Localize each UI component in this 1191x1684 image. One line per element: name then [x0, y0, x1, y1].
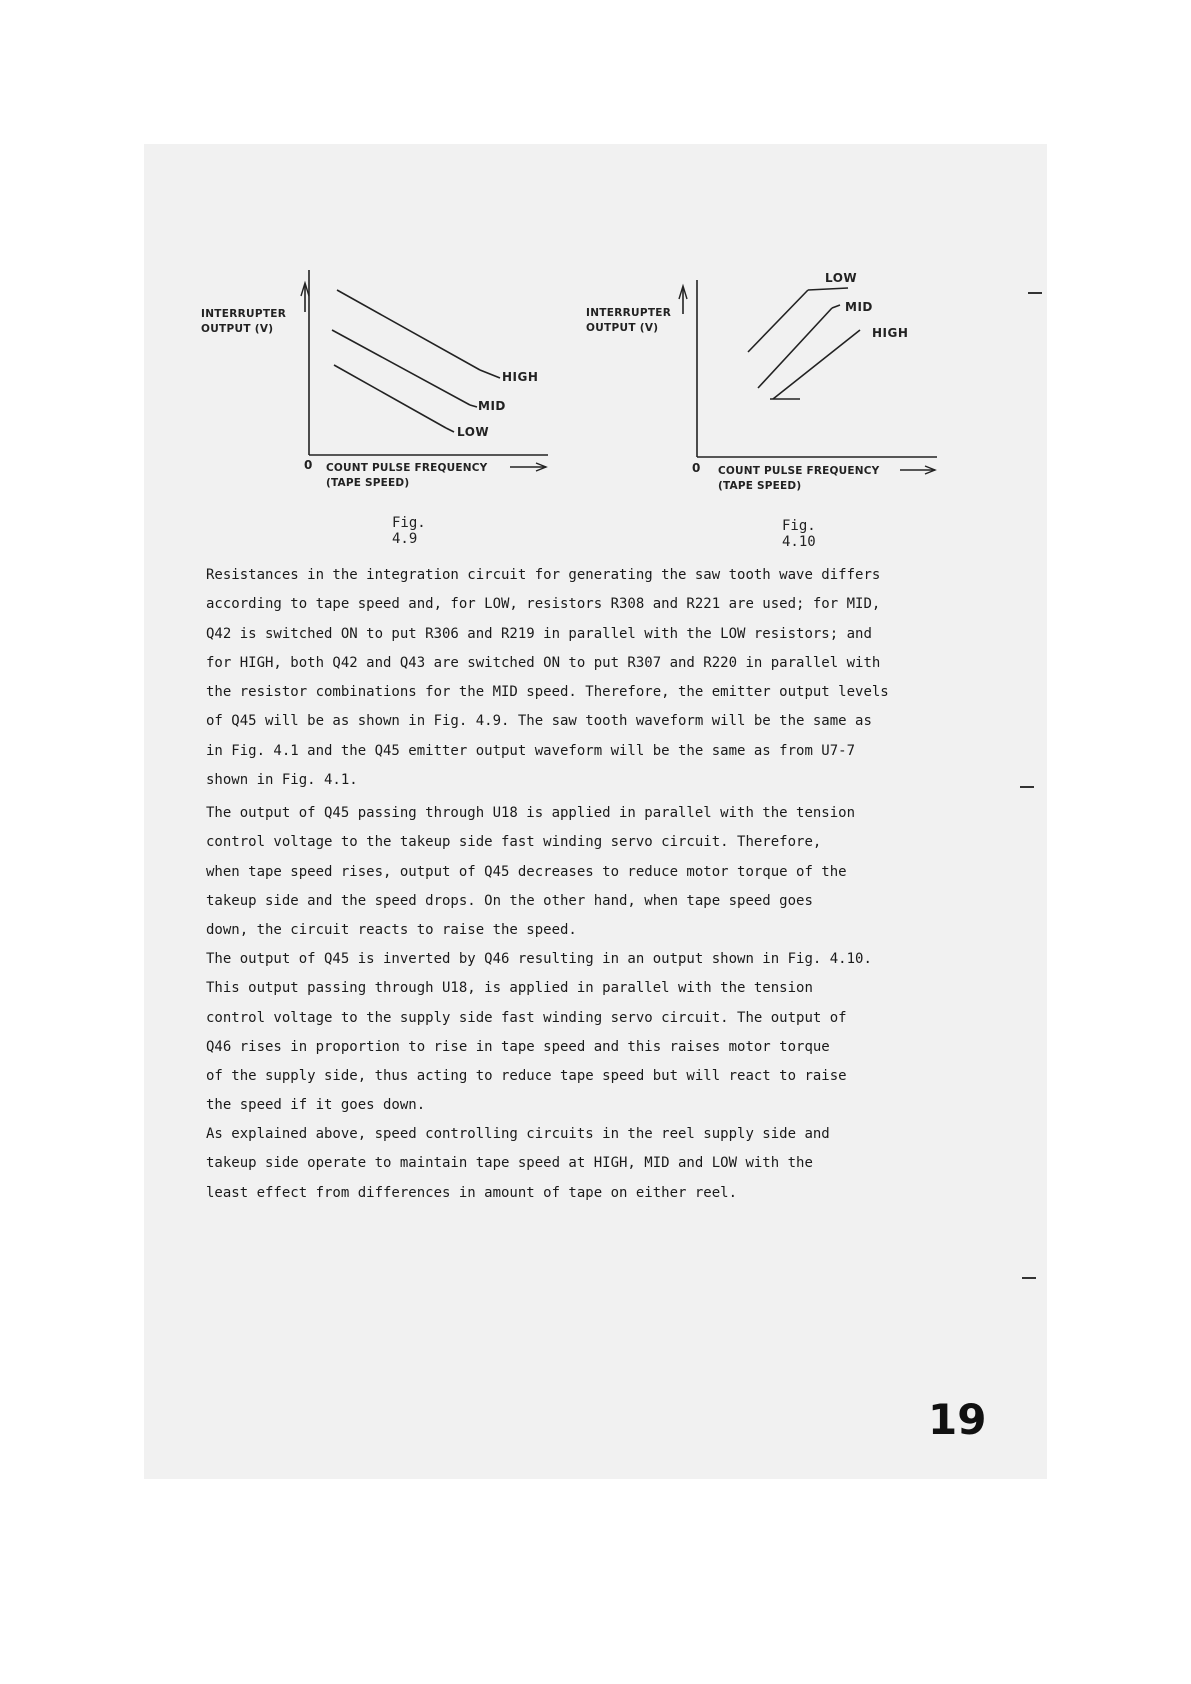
fig2-curve-high [773, 330, 860, 399]
text-line: The output of Q45 is inverted by Q46 resulting in an output shown in Fig. 4.10. [206, 951, 872, 967]
text-line: in Fig. 4.1 and the Q45 emitter output waveform will be the same as from U7-7 [206, 742, 856, 759]
fig2-ylabel-line-1: INTERRUPTER [586, 307, 672, 319]
text-line: As explained above, speed controlling circuits in the reel supply side and [206, 1126, 830, 1142]
text-line: the resistor combinations for the MID speed. Therefore, the emitter output levels [206, 684, 889, 701]
text-line: The output of Q45 passing through U18 is applied in parallel with the tension [206, 805, 856, 821]
fig2-plot [0, 0, 1191, 600]
text-line: This output passing through U18, is applied in parallel with the tension [206, 980, 813, 997]
paragraph-2 [206, 799, 986, 945]
paragraph-3 [206, 945, 986, 1121]
fig1-xlabel-line-1: COUNT PULSE FREQUENCY [326, 462, 488, 474]
scan-mark [1020, 786, 1034, 788]
text-line: shown in Fig. 4.1. [206, 772, 358, 789]
fig2-curve-mid [758, 308, 832, 388]
fig1-ylabel-line-1: INTERRUPTER [201, 308, 287, 320]
fig1-label-high: HIGH [502, 370, 539, 384]
fig1-origin: 0 [304, 458, 313, 472]
text-line: when tape speed rises, output of Q45 decreases to reduce motor torque of the [206, 863, 847, 880]
fig1-label-low: LOW [457, 425, 490, 439]
fig2-xlabel-line-2: (TAPE SPEED) [718, 480, 802, 492]
fig2-label-mid: MID [845, 300, 873, 314]
fig2-origin: 0 [692, 461, 701, 475]
text-line: of Q45 will be as shown in Fig. 4.9. The saw tooth waveform will be the same as [206, 713, 872, 730]
scan-mark [1022, 1277, 1036, 1279]
text-line: least effect from differences in amount of tape on either reel. [206, 1184, 738, 1201]
text-line: control voltage to the supply side fast winding servo circuit. The output of [206, 1009, 847, 1026]
text-line: of the supply side, thus acting to reduce tape speed but will react to raise [206, 1068, 847, 1085]
fig2-ylabel-line-2: OUTPUT (V) [586, 322, 659, 334]
text-line: for HIGH, both Q42 and Q43 are switched ON to put R307 and R220 in parallel with [206, 654, 881, 671]
paragraph-4 [206, 1120, 986, 1208]
text-line: the speed if it goes down. [206, 1097, 426, 1114]
text-line: Resistances in the integration circuit for generating the saw tooth wave differs [206, 567, 881, 583]
fig1-caption: Fig. 4.9 [392, 515, 426, 547]
paragraph-1 [206, 561, 986, 795]
text-line: Q42 is switched ON to put R306 and R219 in parallel with the LOW resistors; and [206, 625, 872, 642]
fig2-curve-mid-top [832, 305, 840, 308]
fig1-label-mid: MID [478, 399, 506, 413]
fig2-x-axis-label [718, 464, 879, 494]
fig2-curve-low-top [808, 288, 848, 290]
scan-mark [1028, 292, 1042, 294]
fig2-label-high: HIGH [872, 326, 909, 340]
fig1-xlabel-line-2: (TAPE SPEED) [326, 477, 410, 489]
text-line: takeup side and the speed drops. On the other hand, when tape speed goes [206, 892, 813, 909]
text-line: down, the circuit reacts to raise the speed. [206, 922, 577, 939]
fig2-caption: Fig. 4.10 [782, 518, 816, 550]
fig2-xlabel-line-1: COUNT PULSE FREQUENCY [718, 465, 880, 477]
fig2-label-low: LOW [825, 271, 858, 285]
fig1-ylabel-line-2: OUTPUT (V) [201, 323, 274, 335]
text-line: takeup side operate to maintain tape speed at HIGH, MID and LOW with the [206, 1155, 813, 1172]
text-line: Q46 rises in proportion to rise in tape speed and this raises motor torque [206, 1038, 830, 1055]
text-line: control voltage to the takeup side fast winding servo circuit. Therefore, [206, 834, 822, 851]
page-number: 19 [928, 1395, 987, 1444]
text-line: according to tape speed and, for LOW, resistors R308 and R221 are used; for MID, [206, 596, 881, 613]
